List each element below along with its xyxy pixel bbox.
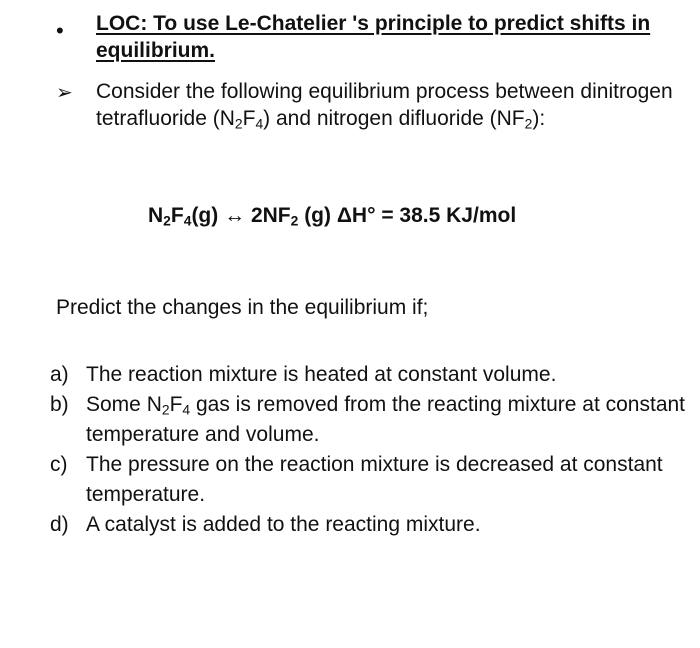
list-item [50, 390, 690, 450]
arrow-bullet-icon: ➢ [56, 82, 73, 104]
item-letter: a) [50, 363, 69, 386]
question-list [50, 360, 690, 540]
list-item [50, 360, 690, 390]
item-text: The pressure on the reaction mixture is decreased at constant temperature. [86, 453, 663, 506]
equilibrium-arrow: ↔ [224, 204, 246, 227]
item-text: A catalyst is added to the reacting mixture. [86, 513, 481, 536]
item-text: Some $N_2F_4$ gas is removed from the reacting mixture at constant temperature and volume. [86, 393, 686, 446]
list-item [50, 510, 690, 540]
item-letter: b) [50, 393, 69, 416]
item-letter: d) [50, 513, 69, 536]
intro-paragraph: Consider the following equilibrium process between dinitrogen tetrafluoride $(N_2F_4)$ and nitrogen difluoride $(NF_2)$: [96, 80, 673, 132]
item-text: The reaction mixture is heated at constant volume. [86, 363, 557, 386]
item-letter: c) [50, 453, 68, 476]
equilibrium-equation: $N_2F_4(g)$ ↔ $2NF_2$ (g) ΔH° = 38.5 KJ/mol [148, 204, 517, 229]
bullet-icon: • [56, 18, 64, 43]
list-item [50, 450, 690, 510]
loc-heading: LOC: To use Le-Chatelier 's principle to predict shifts in equilibrium. [96, 12, 651, 62]
predict-prompt: Predict the changes in the equilibrium if; [56, 296, 429, 319]
